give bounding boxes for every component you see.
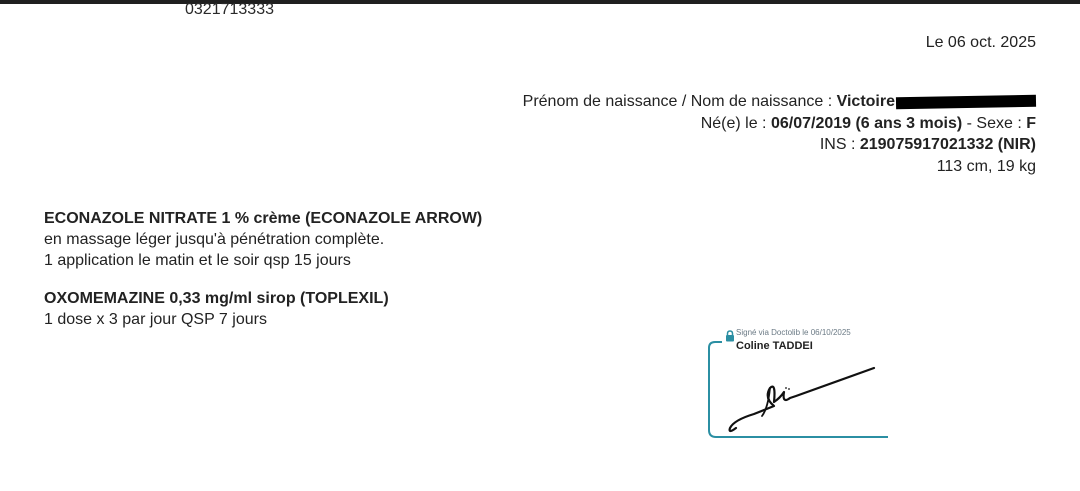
birth-value: 06/07/2019 (6 ans 3 mois): [770, 114, 963, 132]
medication-name: OXOMEMAZINE 0,33 mg/ml sirop (TOPLEXIL): [44, 290, 389, 307]
patient-name-label: Prénom de naissance / Nom de naissance :: [522, 93, 837, 110]
prescription-item: [44, 288, 389, 330]
signed-via-text: Signé via Doctolib le 06/10/2025: [736, 328, 851, 337]
patient-measurements: 113 cm, 19 kg: [936, 157, 1036, 175]
patient-info: [523, 91, 1036, 177]
lock-icon: [725, 330, 735, 342]
ins-value: 219075917021332 (NIR): [859, 136, 1036, 153]
redaction-bar: [896, 95, 1036, 109]
birth-label: Né(e) le :: [700, 114, 771, 132]
patient-name-line: [523, 91, 1036, 113]
patient-first-name: Victoire: [836, 93, 895, 110]
phone-number: 0321713333: [185, 1, 274, 18]
sex-value: F: [1026, 114, 1036, 132]
handwritten-signature: [724, 348, 884, 436]
prescription-item: [44, 208, 482, 271]
document-date: Le 06 oct. 2025: [925, 34, 1036, 51]
doctor-name: Coline TADDEI: [736, 340, 813, 352]
signature-block: [708, 328, 888, 438]
ins-label: INS :: [819, 136, 860, 153]
medication-instruction: en massage léger jusqu'à pénétration complète.: [44, 231, 385, 248]
top-border: [0, 0, 1080, 4]
medication-instruction: 1 application le matin et le soir qsp 15 jours: [44, 252, 351, 269]
medication-instruction: 1 dose x 3 par jour QSP 7 jours: [44, 311, 267, 328]
patient-birth-line: [523, 113, 1036, 135]
patient-ins-line: [523, 134, 1036, 156]
medication-name: ECONAZOLE NITRATE 1 % crème (ECONAZOLE ARROW): [44, 210, 483, 227]
sex-label: - Sexe :: [962, 114, 1027, 132]
